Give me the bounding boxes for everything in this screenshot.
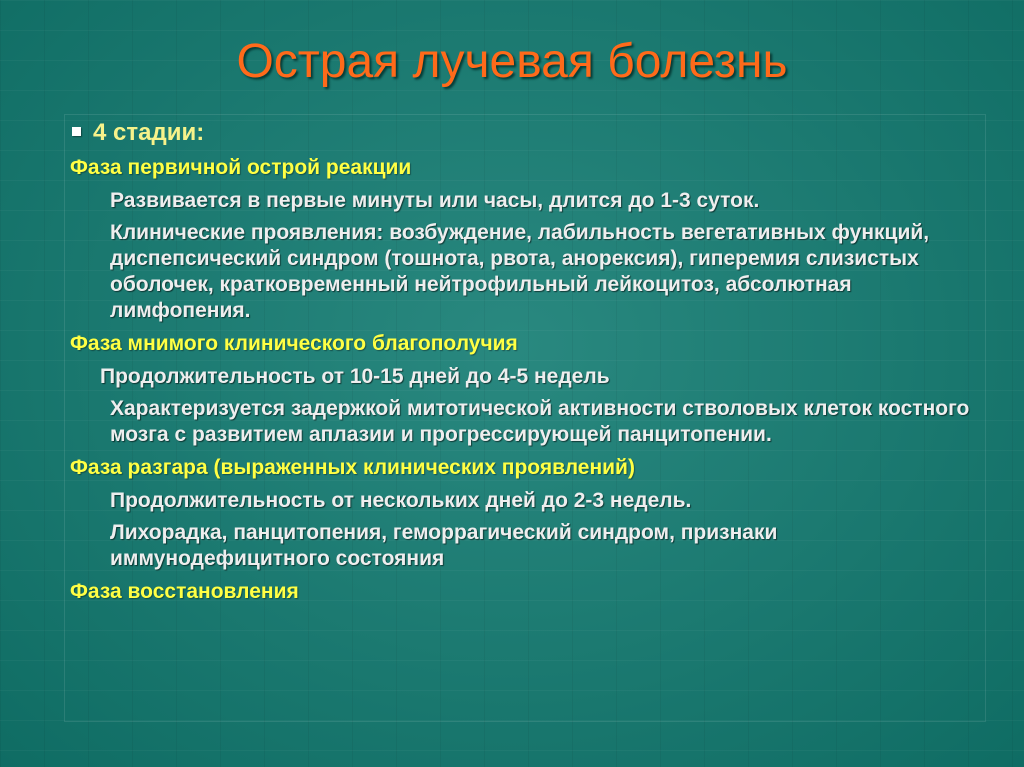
slide-content: [70, 118, 980, 606]
bullet-item: [72, 118, 980, 148]
bullet-label: 4 стадии:: [93, 119, 205, 146]
phase-2-paragraph-2: Характеризуется задержкой митотической активности стволовых клеток костного мозга с развитием аплазии и прогрессирующей панцитопении.: [110, 397, 970, 446]
phase-2-paragraph-1: Продолжительность от 10-15 дней до 4-5 недель: [100, 365, 610, 388]
phase-heading-1: Фаза первичной острой реакции: [70, 156, 412, 179]
phase-3-paragraph-1: Продолжительность от нескольких дней до 2-3 недель.: [110, 489, 692, 512]
phase-3-paragraph-2: Лихорадка, панцитопения, геморрагический синдром, признаки иммунодефицитного состояния: [110, 521, 778, 570]
phase-heading-4: Фаза восстановления: [70, 580, 299, 603]
phase-1-paragraph-2: Клинические проявления: возбуждение, лабильность вегетативных функций, диспепсический синдром (тошнота, рвота, анорексия), гиперемия слизистых оболочек, кратковременный нейтрофильный лейкоцитоз, абсолютная лимфопения.: [110, 221, 930, 322]
slide-title: Острая лучевая болезнь: [236, 35, 788, 88]
phase-1-paragraph-1: Развивается в первые минуты или часы, длится до 1-3 суток.: [110, 189, 760, 212]
square-bullet-icon: [72, 127, 81, 136]
phase-heading-3: Фаза разгара (выраженных клинических проявлений): [70, 456, 635, 479]
phase-heading-2: Фаза мнимого клинического благополучия: [70, 332, 518, 355]
